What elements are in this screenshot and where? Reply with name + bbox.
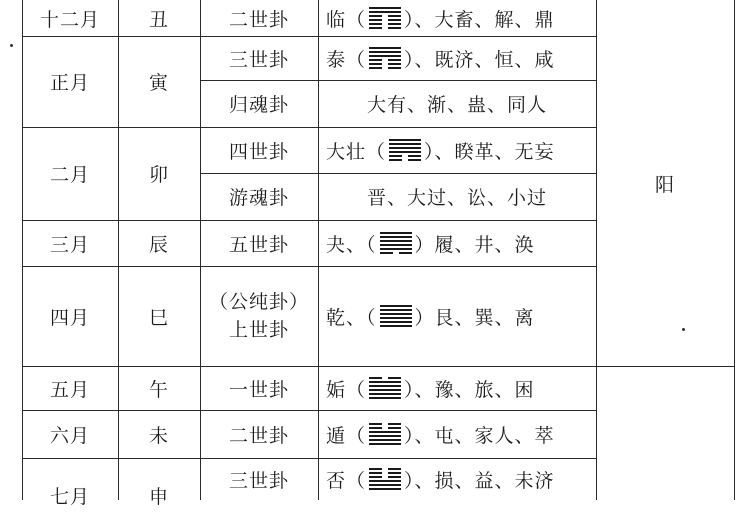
yin-line-segment [389,155,402,157]
yin-line-segment [369,427,382,429]
hexagram-suffix: ）、大畜、解、鼎 [404,8,555,31]
yin-line-segment [388,63,401,65]
hexagram-prefix: 大壮（ [326,140,387,163]
yin-line-segment [388,476,401,478]
yang-line [389,151,421,153]
yang-line [369,435,401,437]
gua-type-line2: 上世卦 [228,319,289,341]
branch-cell: 申 [148,485,169,508]
scan-speck [10,44,13,47]
yin-line-segment [399,252,412,254]
yang-line [369,443,401,445]
yang-line [389,139,421,141]
yang-line [369,55,401,57]
gua-type-cell: 三世卦 [228,48,289,71]
yin-line-segment [388,472,401,474]
hexagram-list-cell: 大有、渐、蛊、同人 [366,94,547,116]
yin-line-segment [369,67,382,69]
yin-line-segment [408,155,421,157]
yang-line [369,51,401,53]
yin-line-segment [369,59,382,61]
hexagram-prefix: 临（ [326,8,367,31]
month-cell: 六月 [49,424,90,447]
yang-line [380,321,412,323]
hexagram-list-cell: 晋、大过、讼、小过 [366,187,547,209]
branch-cell: 午 [148,378,169,401]
hexagram-suffix: ）、豫、旅、困 [404,378,535,401]
hexagram-icon [368,467,402,491]
yin-line-segment [369,27,382,29]
yin-line-segment [388,377,401,379]
yin-yang-cell: 阳 [654,173,675,196]
hexagram-prefix: 夬、（ [326,233,377,256]
yin-line-segment [388,59,401,61]
yang-line [369,11,401,13]
yin-line-segment [380,252,393,254]
gua-type-cell: 游魂卦 [228,187,289,209]
yang-line [369,389,401,391]
yang-line [389,143,421,145]
yin-line-segment [369,468,382,470]
hexagram-icon [368,376,402,400]
yin-line-segment [388,15,401,17]
yin-line-segment [388,23,401,25]
hexagram-icon [379,304,413,328]
branch-cell: 丑 [148,8,169,31]
yang-line [369,7,401,9]
hexagram-symbol [388,138,422,162]
gua-type-cell: 二世卦 [228,8,289,31]
hexagram-symbol [368,376,402,400]
month-cell: 五月 [49,378,90,401]
hexagram-cell [318,0,596,36]
hexagram-icon [368,46,402,70]
branch-cell: 未 [148,424,169,447]
scan-speck [682,328,685,331]
hexagram-prefix: 姤（ [326,378,367,401]
hexagram-symbol [368,467,402,491]
yang-line [369,480,401,482]
hexagram-symbol [379,231,413,255]
hexagram-icon [368,6,402,30]
gua-type-line1: （公纯卦） [208,291,309,313]
yin-line-segment [388,427,401,429]
hexagram-cell [318,36,596,80]
yang-line [380,232,412,234]
month-cell: 正月 [49,72,90,94]
hexagram-cell [318,410,596,458]
yin-line-segment [369,15,382,17]
month-cell: 四月 [49,306,90,329]
yin-line-segment [369,423,382,425]
hexagram-suffix: ）、睽革、无妄 [424,140,555,163]
branch-cell: 辰 [148,233,169,256]
month-cell: 三月 [49,233,90,256]
hexagram-prefix: 泰（ [326,48,367,71]
gua-type-cell [200,266,318,366]
yang-line [389,147,421,149]
yang-line [369,385,401,387]
hexagram-suffix: ）、损、益、未济 [404,469,555,492]
hexagram-suffix: ）艮、巽、离 [414,306,535,329]
yang-line [380,240,412,242]
yin-line-segment [408,159,421,161]
yin-line-segment [389,159,402,161]
gua-type-cell: 四世卦 [228,140,289,163]
hexagram-suffix: ）、屯、家人、萃 [404,424,555,447]
yin-line-segment [369,377,382,379]
yin-line-segment [388,67,401,69]
yin-line-segment [369,19,382,21]
hexagram-symbol [368,6,402,30]
yang-line [369,47,401,49]
yang-line [380,309,412,311]
yin-line-segment [369,476,382,478]
hexagram-suffix: ）、既济、恒、咸 [404,48,555,71]
yang-line [380,236,412,238]
yang-line [369,397,401,399]
hexagram-icon [388,138,422,162]
yang-line [380,317,412,319]
yang-line [380,248,412,250]
branch-cell: 卯 [148,164,169,186]
hexagram-symbol [368,46,402,70]
gua-type-cell: 二世卦 [228,424,289,447]
yang-line [369,393,401,395]
hexagram-cell [318,458,596,500]
hexagram-cell [318,220,596,266]
yin-line-segment [369,63,382,65]
hexagram-symbol [368,422,402,446]
hexagram-symbol [379,304,413,328]
yang-line [369,439,401,441]
yang-line [380,305,412,307]
gua-type-cell: 三世卦 [228,469,289,492]
yang-line [369,484,401,486]
yin-line-segment [388,27,401,29]
hexagram-cell [318,266,596,366]
yin-line-segment [388,19,401,21]
hexagram-icon [379,231,413,255]
yin-line-segment [369,472,382,474]
month-cell: 七月 [49,485,90,508]
grid-line [734,0,735,500]
yang-line [380,325,412,327]
yang-line [369,381,401,383]
hexagram-prefix: 乾、（ [326,306,377,329]
yang-line [380,313,412,315]
branch-cell: 巳 [148,306,169,329]
hexagram-icon [368,422,402,446]
yin-line-segment [388,423,401,425]
hexagram-prefix: 遁（ [326,424,367,447]
yang-line [369,488,401,490]
hexagram-suffix: ）履、井、涣 [414,233,535,256]
month-cell: 十二月 [39,8,100,31]
hexagram-prefix: 否（ [326,469,367,492]
gua-type-cell: 一世卦 [228,378,289,401]
gua-type-cell: 五世卦 [228,233,289,256]
hexagram-cell [318,366,596,410]
yang-line [380,244,412,246]
yin-line-segment [369,23,382,25]
yang-line [369,431,401,433]
hexagram-cell [318,127,596,173]
gua-type-cell: 归魂卦 [228,94,289,116]
branch-cell: 寅 [148,72,169,94]
yin-line-segment [388,468,401,470]
month-cell: 二月 [49,164,90,186]
